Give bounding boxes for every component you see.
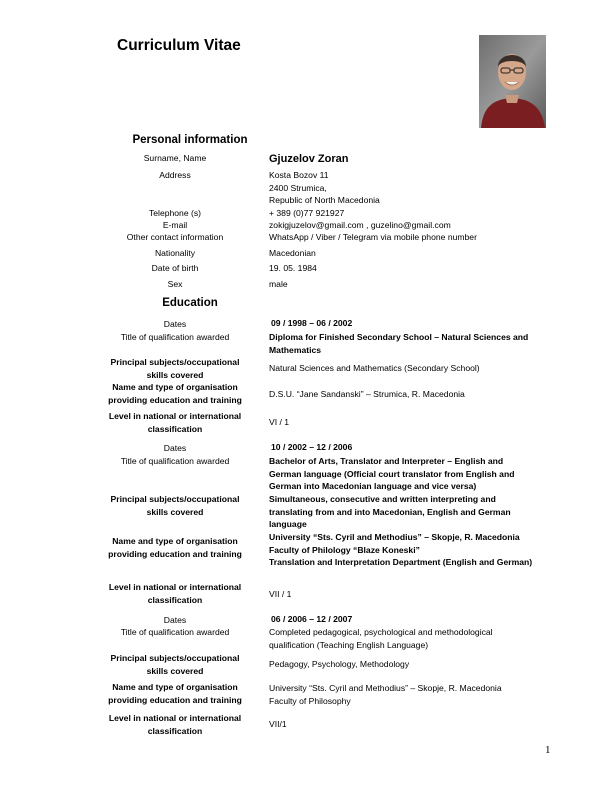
- nationality-value: Macedonian: [269, 248, 316, 258]
- level-label: Level in national or international classification: [108, 582, 242, 605]
- entry3-subjects: Pedagogy, Psychology, Methodology: [269, 659, 410, 669]
- qualification-title-label: Title of qualification awarded: [120, 456, 230, 466]
- dates-label: Dates: [163, 615, 187, 625]
- telephone-value: + 389 (0)77 921927: [269, 208, 345, 218]
- address-value: Kosta Bozov 11 2400 Strumica, Republic of North Macedonia: [269, 170, 380, 205]
- education-heading: Education: [162, 297, 218, 309]
- date-of-birth-label: Date of birth: [151, 263, 199, 273]
- entry2-title: Bachelor of Arts, Translator and Interpreter – English and German language (Official court translator from English and German into Macedonian language and vice versa): [269, 456, 515, 491]
- organisation-label: Name and type of organisation providing education and training: [108, 536, 242, 559]
- qualification-title-label: Title of qualification awarded: [120, 332, 230, 342]
- other-contact-label: Other contact information: [126, 232, 224, 242]
- telephone-label: Telephone (s): [148, 208, 202, 218]
- entry3-dates: 06 / 2006 – 12 / 2007: [271, 614, 353, 624]
- surname-name-value: Gjuzelov Zoran: [269, 153, 349, 165]
- entry3-organisation: University “Sts. Cyril and Methodius” – Skopje, R. Macedonia Faculty of Philosophy: [269, 683, 502, 706]
- subjects-label: Principal subjects/occupational skills covered: [110, 357, 240, 380]
- entry3-level: VII/1: [269, 719, 287, 729]
- date-of-birth-value: 19. 05. 1984: [269, 263, 317, 273]
- page-number: 1: [545, 744, 551, 756]
- profile-photo: [479, 35, 546, 128]
- entry1-dates: 09 / 1998 – 06 / 2002: [271, 318, 353, 328]
- portrait-image: [479, 35, 546, 128]
- email-label: E-mail: [162, 220, 188, 230]
- subjects-label: Principal subjects/occupational skills covered: [110, 494, 240, 517]
- entry1-subjects: Natural Sciences and Mathematics (Secondary School): [269, 363, 480, 373]
- entry2-organisation: University “Sts. Cyril and Methodius” – Skopje, R. Macedonia Faculty of Philology “Blaze Koneski” Translation and Interpretation Department (English and German): [269, 532, 533, 567]
- personal-information-heading: Personal information: [132, 134, 248, 146]
- organisation-label: Name and type of organisation providing education and training: [108, 682, 242, 705]
- other-contact-value: WhatsApp / Viber / Telegram via mobile phone number: [269, 232, 477, 242]
- entry1-organisation: D.S.U. “Jane Sandanski” – Strumica, R. Macedonia: [269, 389, 465, 399]
- qualification-title-label: Title of qualification awarded: [120, 627, 230, 637]
- level-label: Level in national or international classification: [108, 713, 242, 736]
- entry2-dates: 10 / 2002 – 12 / 2006: [271, 442, 353, 452]
- sex-value: male: [269, 279, 288, 289]
- organisation-label: Name and type of organisation providing education and training: [108, 382, 242, 405]
- entry1-level: VI / 1: [269, 417, 290, 427]
- document-title: Curriculum Vitae: [117, 37, 241, 54]
- entry3-title: Completed pedagogical, psychological and methodological qualification (Teaching English Language): [269, 627, 493, 650]
- dates-label: Dates: [163, 319, 187, 329]
- dates-label: Dates: [163, 443, 187, 453]
- sex-label: Sex: [167, 279, 183, 289]
- email-value: zokigjuzelov@gmail.com , guzelino@gmail.com: [269, 220, 451, 230]
- level-label: Level in national or international classification: [108, 411, 242, 434]
- surname-name-label: Surname, Name: [143, 153, 207, 163]
- subjects-label: Principal subjects/occupational skills covered: [110, 653, 240, 676]
- entry2-subjects: Simultaneous, consecutive and written interpreting and translating from and into Macedonian, English and German language: [269, 494, 511, 529]
- nationality-label: Nationality: [154, 248, 196, 258]
- address-label: Address: [159, 170, 191, 180]
- entry1-title: Diploma for Finished Secondary School – Natural Sciences and Mathematics: [269, 332, 529, 355]
- entry2-level: VII / 1: [269, 589, 292, 599]
